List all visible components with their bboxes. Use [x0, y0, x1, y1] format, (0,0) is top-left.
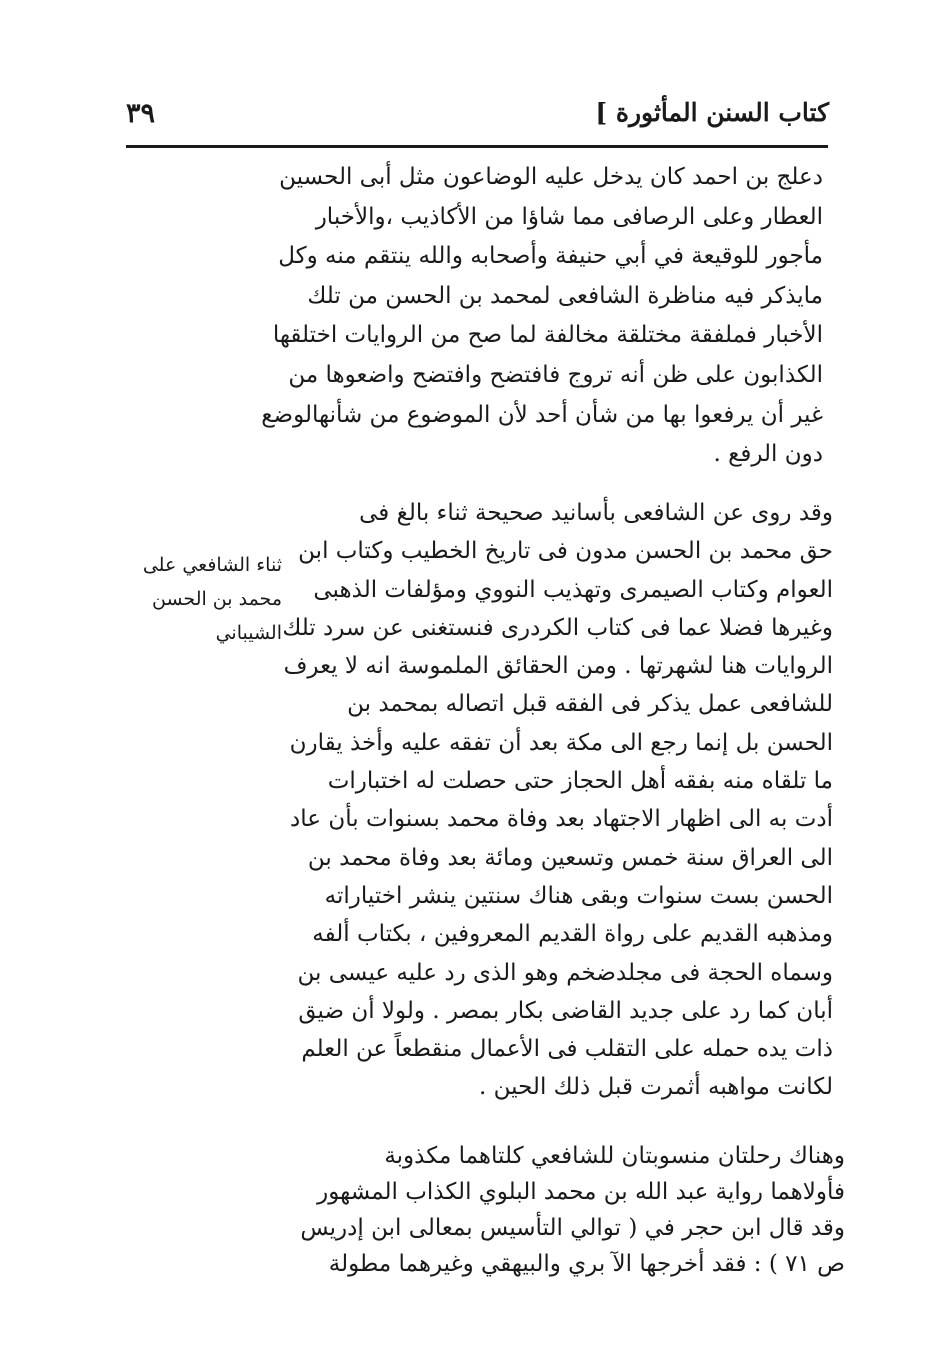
paragraph-1	[261, 158, 823, 475]
margin-note-line: ثناء الشافعي على	[142, 554, 282, 576]
running-title: كتاب السنن المأثورة ]	[595, 98, 829, 127]
margin-note-line: محمد بن الحسن	[152, 588, 282, 610]
text-line: أبان كما رد على جديد القاضى بكار بمصر . ولولا أن ضيق	[298, 997, 833, 1024]
text-line: ما تلقاه منه بفقه أهل الحجاز حتى حصلت له اختبارات	[327, 768, 833, 795]
text-line: العوام وكتاب الصيمرى وتهذيب النووي ومؤلفات الذهبى	[313, 576, 833, 603]
text-line: ص ٧١ ) : فقد أخرجها الآ بري والبيهقي وغيرهما مطولة	[328, 1251, 845, 1277]
paragraph-3	[300, 1138, 845, 1282]
page-header	[124, 92, 829, 138]
text-line: وسماه الحجة فى مجلدضخم وهو الذى رد عليه عيسى بن	[297, 959, 833, 986]
text-line: دون الرفع .	[713, 441, 823, 468]
text-line: غير أن يرفعوا بها من شأن أحد لأن الموضوع من شأنهالوضع	[261, 401, 823, 428]
text-line: وقد روى عن الشافعى بأسانيد صحيحة ثناء بالغ فى	[359, 500, 833, 526]
text-line: الكذابون على ظن أنه تروج فافتضح وافتضح واضعوها من	[288, 361, 823, 388]
text-line: لكانت مواهبه أثمرت قبل ذلك الحين .	[479, 1074, 833, 1101]
text-line: حق محمد بن الحسن مدون فى تاريخ الخطيب وكتاب ابن	[298, 538, 833, 565]
paragraph-2	[282, 494, 833, 1107]
text-line: ومذهبه القديم على رواة القديم المعروفين ، بكتاب ألفه	[312, 921, 833, 948]
text-line: أدت به الى اظهار الاجتهاد بعد وفاة محمد بسنوات بأن عاد	[290, 806, 833, 833]
page-number: ٣٩	[126, 98, 156, 129]
text-line: الحسن بل إنما رجع الى مكة بعد أن تفقه عليه وأخذ يقارن	[289, 729, 833, 756]
text-line: وقد قال ابن حجر في ( توالي التأسيس بمعالى ابن إدريس	[300, 1215, 845, 1241]
text-line: دعلج بن احمد كان يدخل عليه الوضاعون مثل أبى الحسين	[279, 164, 823, 190]
text-line: العطار وعلى الرصافى مما شاؤا من الأكاذيب ،والأخبار	[315, 203, 823, 230]
text-line: الأخبار فملفقة مختلقة مخالفة لما صح من الروايات اختلقها	[272, 322, 823, 349]
text-line: للشافعى عمل يذكر فى الفقه قبل اتصاله بمحمد بن	[347, 691, 833, 718]
text-line: وهناك رحلتان منسوبتان للشافعي كلتاهما مكذوبة	[384, 1143, 845, 1169]
text-line: الروايات هنا لشهرتها . ومن الحقائق الملموسة انه لا يعرف	[283, 653, 833, 680]
text-line: الى العراق سنة خمس وتسعين ومائة بعد وفاة محمد بن	[307, 844, 833, 871]
text-line: الحسن بست سنوات وبقى هناك سنتين ينشر اختياراته	[324, 882, 833, 909]
text-line: مايذكر فيه مناظرة الشافعى لمحمد بن الحسن من تلك	[307, 282, 823, 309]
header-rule	[126, 145, 828, 148]
margin-note	[122, 548, 282, 650]
text-line: ذات يده حمله على التقلب فى الأعمال منقطعاً عن العلم	[301, 1036, 833, 1063]
text-line: وغيرها فضلا عما فى كتاب الكردرى فنستغنى عن سرد تلك	[282, 614, 833, 641]
text-line: فأولاهما رواية عبد الله بن محمد البلوي الكذاب المشهور	[317, 1179, 845, 1205]
margin-note-line: الشيباني	[215, 622, 282, 644]
text-line: مأجور للوقيعة في أبي حنيفة وأصحابه والله ينتقم منه وكل	[278, 243, 823, 270]
